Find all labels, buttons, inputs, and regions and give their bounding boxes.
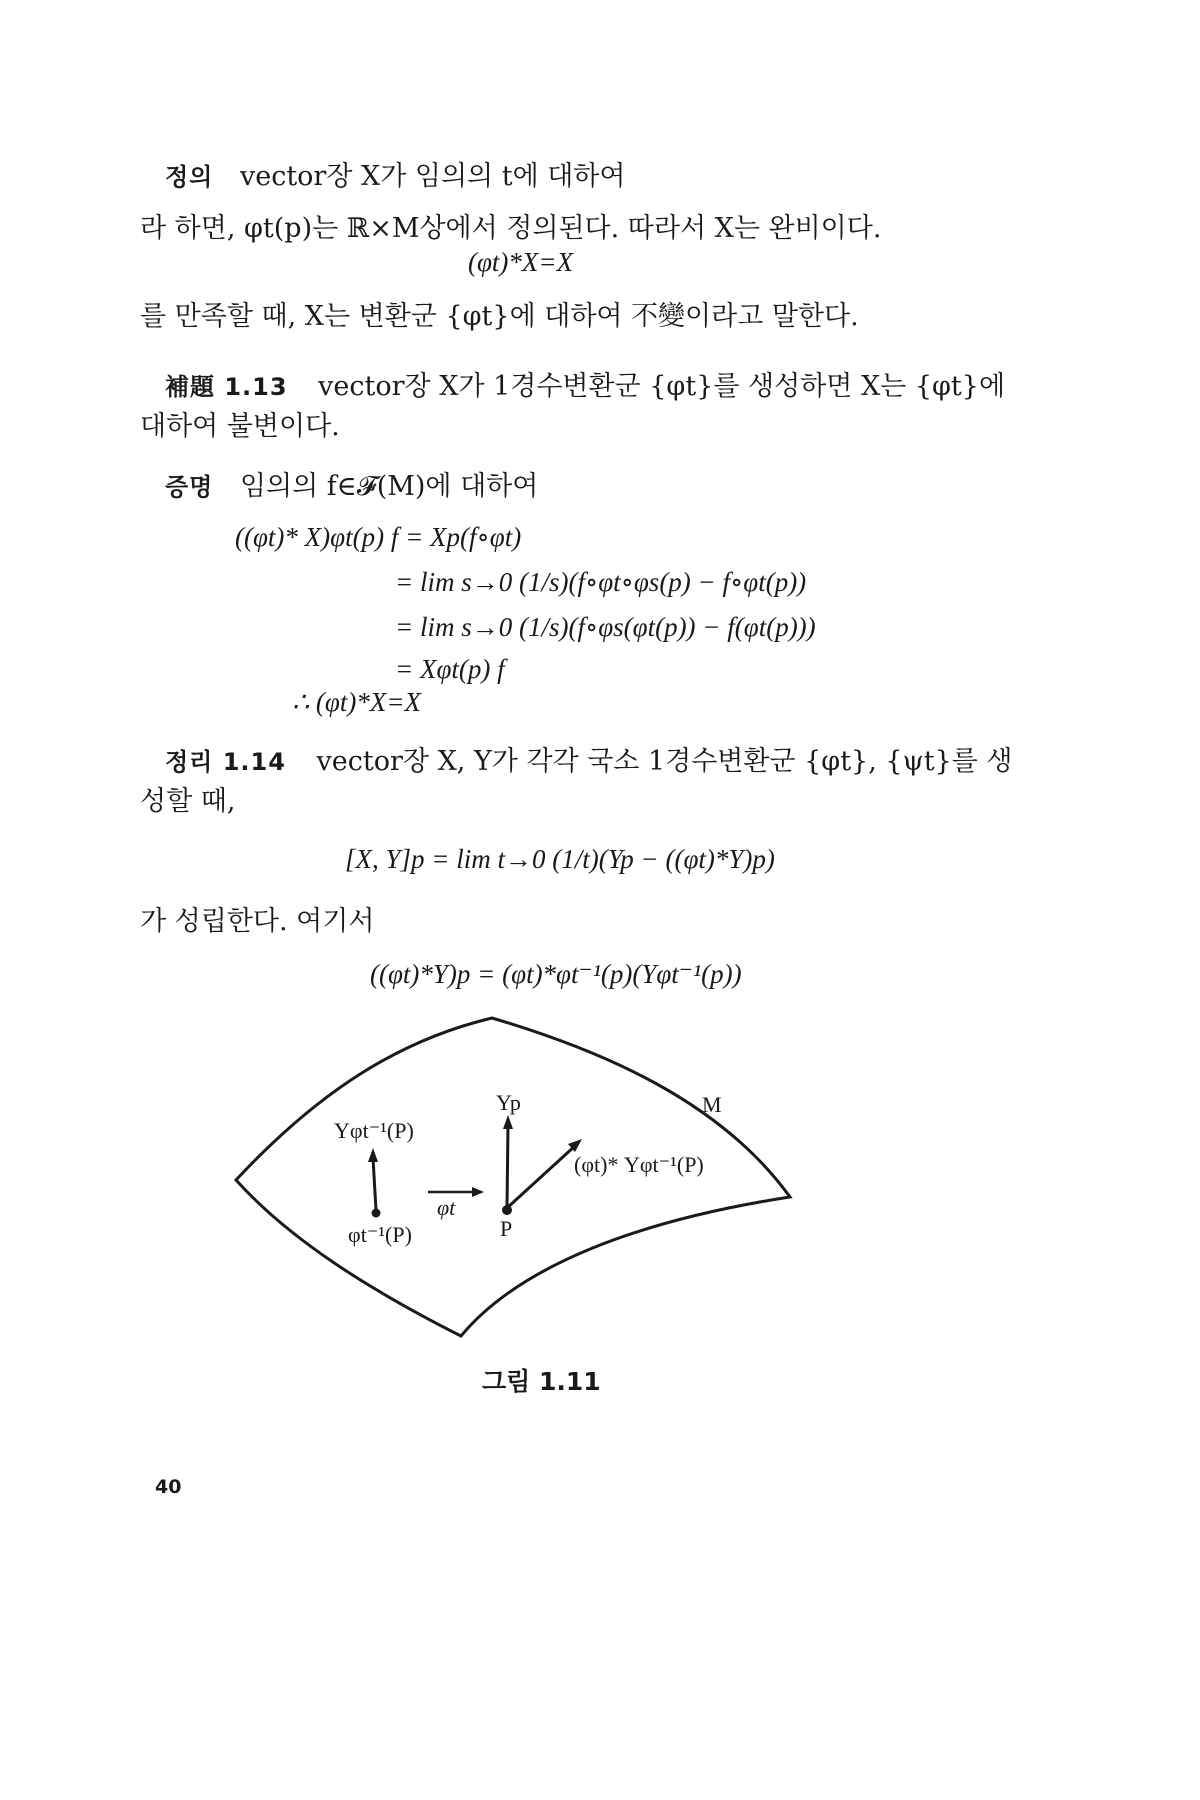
theorem-line3: 가 성립한다. 여기서 — [140, 906, 375, 937]
left-vector — [373, 1158, 376, 1210]
proof-eq3: = lim s→0 (1/s)(f∘φs(φt(p)) − f(φt(p))) — [395, 612, 816, 642]
label-pushforward: (φt)* Yφt⁻¹(P) — [574, 1152, 704, 1177]
lemma-text1: vector장 X가 1경수변환군 {φt}를 생성하면 X는 {φt}에 — [318, 371, 1006, 402]
Yp-arrowhead — [503, 1115, 513, 1129]
page-number: 40 — [155, 1476, 182, 1498]
definition-line3: 를 만족할 때, X는 변환군 {φt}에 대하여 不變이라고 말한다. — [140, 301, 859, 332]
label-phi-inverse: φt⁻¹(P) — [348, 1222, 412, 1247]
definition-line2: 라 하면, φt(p)는 ℝ×M상에서 정의된다. 따라서 X는 완비이다. — [140, 213, 882, 244]
phi-t-arrowhead — [472, 1187, 484, 1197]
definition-formula: (φt)*X=X — [468, 247, 574, 277]
proof-text1: 임의의 f∈𝓕(M)에 대하여 — [239, 471, 539, 502]
proof-eq2: = lim s→0 (1/s)(f∘φt∘φs(p) − f∘φt(p)) — [395, 567, 807, 597]
theorem-formula2: ((φt)*Y)p = (φt)*φt⁻¹(p)(Yφt⁻¹(p)) — [370, 959, 742, 989]
label-P: P — [500, 1216, 513, 1241]
theorem-label: 정리 1.14 — [165, 748, 286, 776]
proof-label: 증명 — [165, 473, 214, 501]
theorem-formula: [X, Y]p = lim t→0 (1/t)(Yp − ((φt)*Y)p) — [345, 844, 775, 874]
label-phi-t: φt — [437, 1195, 456, 1220]
proof-eq1: ((φt)* X)φt(p) f = Xp(f∘φt) — [235, 522, 522, 552]
label-Yp: Yp — [496, 1090, 521, 1115]
Yp-vector — [507, 1125, 508, 1208]
theorem-line2: 성할 때, — [140, 786, 236, 817]
figure-caption: 그림 1.11 — [482, 1367, 601, 1396]
left-vector-arrowhead — [368, 1148, 378, 1162]
point-P — [502, 1205, 512, 1215]
definition-text1: vector장 X가 임의의 t에 대하여 — [239, 161, 626, 192]
lemma-line2: 대하여 불변이다. — [140, 411, 340, 442]
label-M: M — [702, 1092, 722, 1117]
manifold-outline — [236, 1018, 790, 1336]
label-Y-left: Yφt⁻¹(P) — [334, 1118, 414, 1143]
lemma-label: 補題 1.13 — [165, 373, 288, 401]
theorem-text1: vector장 X, Y가 각각 국소 1경수변환군 {φt}, {ψt}를 생 — [316, 746, 1013, 777]
pushforward-vector — [507, 1145, 576, 1208]
definition-label: 정의 — [165, 163, 214, 191]
left-point — [372, 1209, 381, 1218]
proof-conclusion: ∴ (φt)*X=X — [292, 687, 422, 717]
proof-eq4: = Xφt(p) f — [395, 654, 505, 684]
